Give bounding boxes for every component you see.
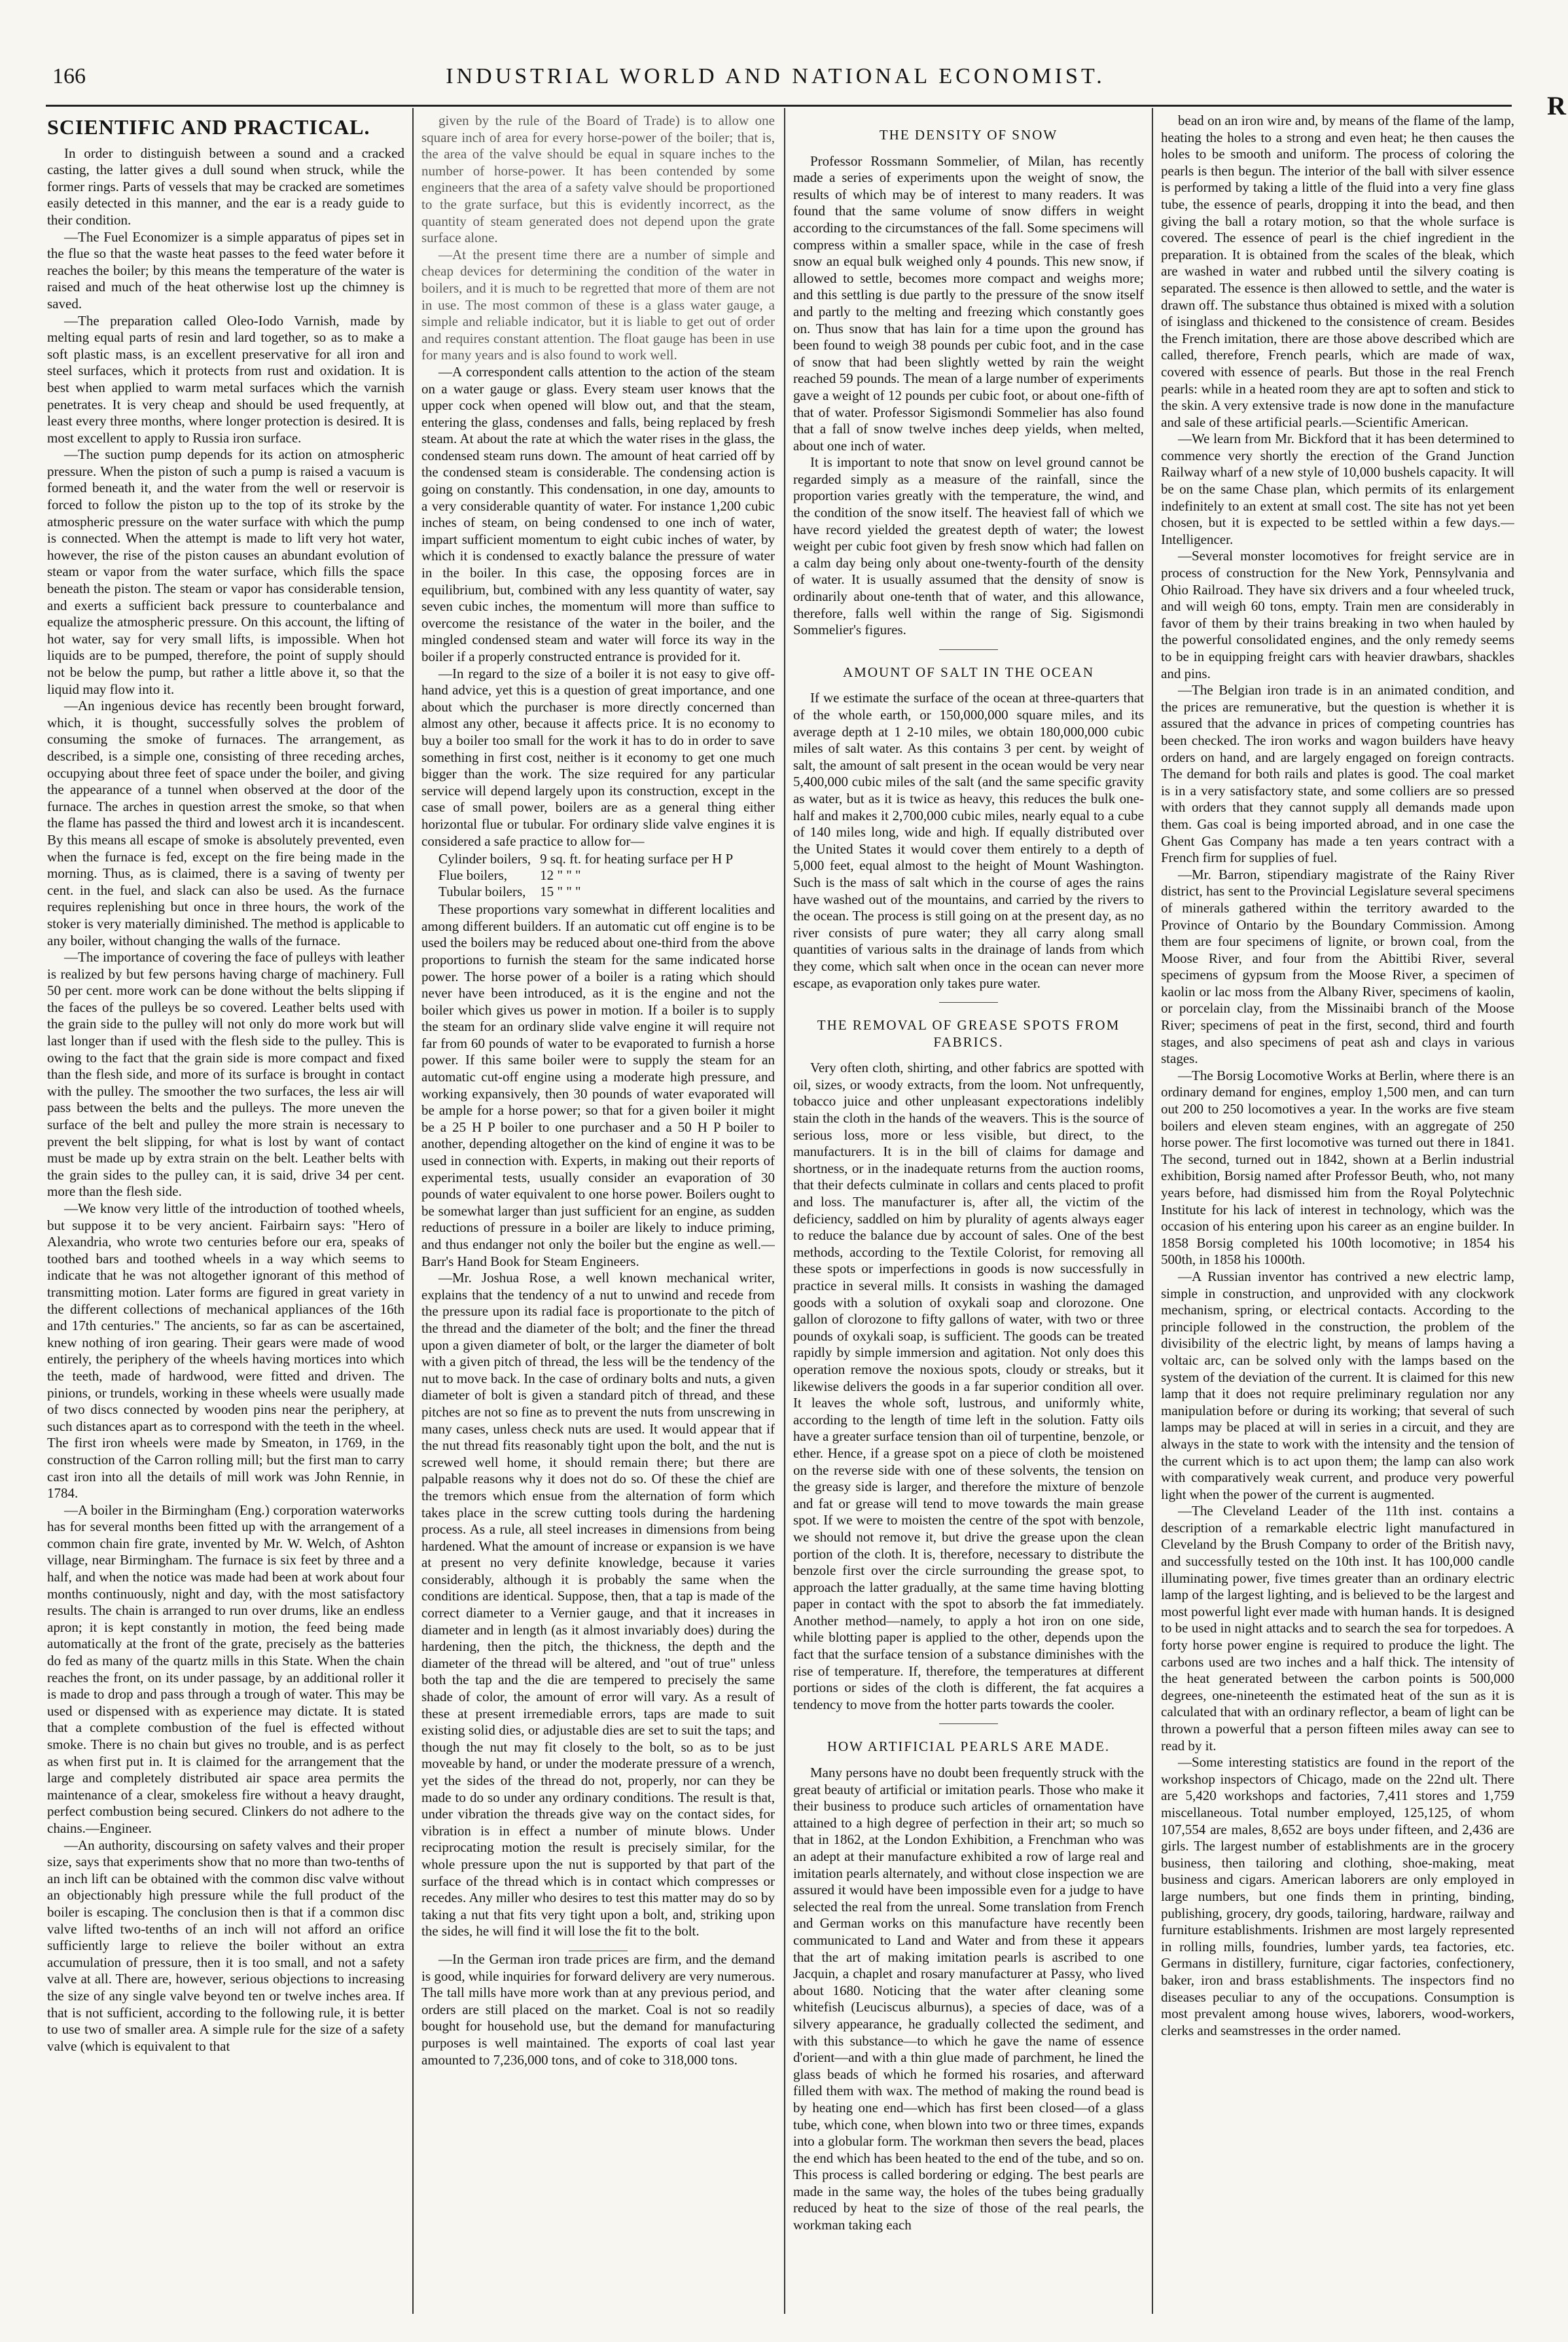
adjacent-page-letter: R [1547,91,1566,120]
table-cell: Tubular boilers, [438,884,526,900]
paragraph: —The Fuel Economizer is a simple apparatus of pipes set in the flue so that the waste heat passes to the feed water before it reaches the boiler; by this means the temperature of the water is raised and much of the heat otherwise lost up the chimney is saved. [47,228,404,312]
paragraph: —The Belgian iron trade is in an animated condition, and the prices are remunerative, but the question is whether it is assured that the advance in prices of competing countries has been checked. The iron works and wagon builders have heavy orders on hand, and are largely engaged on foreign contracts. The demand for both rails and plates is good. The coal market is in a very satisfactory state, and some colliers are so pressed with orders that they cannot supply all demands made upon them. Gas coal is being imported abroad, and in one case the Ghent Gas Company has made a ten years contract with a French firm for supplies of fuel. [1161,682,1514,866]
column-rule [1152,108,1153,2314]
article-separator [939,1723,998,1724]
table-cell: 15 " " " [540,884,581,900]
column-rule [412,108,414,2314]
paragraph: —We learn from Mr. Bickford that it has been determined to commence very shortly the erection of the Grand Junction Railway wharf of a new style of 10,000 bushels capacity. It will be on the same Chase plan, which permits of its enlargement indefinitely to an extent at small cost. The site has not yet been chosen, but it is expected to be settled within a few days.—Intelligencer. [1161,431,1514,547]
paragraph: —The preparation called Oleo-Iodo Varnish, made by melting equal parts of resin and lard together, so as to make a soft plastic mass, is an excellent preservative for all iron and steel surfaces, which it protects from rust and oxidation. It is best when applied to warm metal surfaces which the varnish penetrates. It is very cheap and should be used frequently, at least every three months, where longer protection is desired. It is most excellent to apply to Russia iron surface. [47,312,404,446]
column-2 [421,113,775,2318]
section-title: SCIENTIFIC AND PRACTICAL. [47,115,370,139]
table-cell: Flue boilers, [438,867,507,884]
paragraph: Professor Rossmann Sommelier, of Milan, has recently made a series of experiments upon the weight of snow, the results of which may be of interest to many readers. It was found that the same volume of snow differs in weight according to the circumstances of the fall. Some specimens will compress within a smaller space, while in the case of fresh snow an equal bulk weighed only 4 pounds. This new snow, if allowed to settle, becomes more compact and weighs more; and this settling is due partly to the pressure of the snow itself and partly to the melting and freezing which constantly goes on. Thus snow that has lain for a time upon the ground has been found to weigh 38 pounds per cubic foot, and in the case of snow that had been slightly wetted by rain the weight reached 59 pounds. The mean of a large number of experiments gave a weight of 12 pounds per cubic foot, or about one-fifth of that of water. Professor Sigismondi Sommelier has also found that a fall of snow twelve inches deep yields, when melted, about one inch of water. [793,153,1144,454]
column-4 [1161,113,1514,2318]
article-title: THE REMOVAL OF GREASE SPOTS FROM FABRICS. [817,1017,1120,1050]
paragraph: —At the present time there are a number of simple and cheap devices for determining the condition of the water in boilers, and it is much to be regretted that more of them are not in use. The most common of these is a glass water gauge, a simple and reliable indicator, but it is liable to get out of order and requires constant attention. The float gauge has been in use for many years and is also found to work well. [421,246,775,363]
table-cell: Cylinder boilers, [438,851,531,867]
paragraph: —An ingenious device has recently been brought forward, which, it is thought, successfully solves the problem of consuming the smoke of furnaces. The arrangement, as described, is a simple one, consisting of three receding arches, occupying about three feet of space under the boiler, and giving the appearance of a tunnel when observed at the door of the furnace. The arches in question arrest the smoke, so that when the flame has passed the third and lowest arch it is incandescent. By this means all escape of smoke is absolutely prevented, even when the furnace is fed, except on the fire being made in the morning. Thus, as is claimed, there is a saving of twenty per cent. in the fuel, and slack can also be used. As the furnace requires replenishing but once in three hours, the work of the stoker is very materially diminished. The method is applicable to any boiler, without changing the walls of the furnace. [47,698,404,948]
paragraph: It is important to note that snow on level ground cannot be regarded simply as a measure of the rainfall, since the proportion varies greatly with the temperature, the wind, and the condition of the snow itself. The heaviest fall of which we have record yielded the greatest depth of water; the lowest weight per cubic foot given by fresh snow which had fallen on a calm day being only about one-twenty-fourth of the density of water. It is usually assumed that the density of snow is ordinarily about one-tenth that of water, and this allowance, therefore, falls well within the range of Sig. Sigismondi Sommelier's figures. [793,454,1144,638]
article-title: THE DENSITY OF SNOW [879,127,1058,143]
article-title: AMOUNT OF SALT IN THE OCEAN [842,664,1094,680]
paragraph: —The Cleveland Leader of the 11th inst. contains a description of a remarkable electric light manufactured in Cleveland by the Brush Company to order of the British navy, and successfully tested on the 10th inst. It has 100,000 candle illuminating power, five times greater than an ordinary electric lamp of the largest lighting, and is believed to be the largest and most powerful light ever made with human hands. It is designed to be used in night attacks and to search the sea for torpedoes. A forty horse power engine is required to produce the light. The carbons used are two inches and a half thick. The intensity of the heat generated between the carbon points is 500,000 degrees, one-nineteenth the estimated heat of the sun as it is calculated that with an ordinary reflector, a beam of light can be thrown a powerful that a person fifteen miles away can see to read by it. [1161,1503,1514,1754]
paragraph: given by the rule of the Board of Trade) is to allow one square inch of area for every horse-power of the boiler; that is, the area of the valve should be equal in square inches to the number of horse-power. It has been contended by some engineers that the area of a safety valve should be proportioned to the grate surface, but this is evidently incorrect, as the quantity of steam generated does not depend upon the grate surface alone. [421,113,775,246]
header-rule [46,105,1512,107]
paragraph: If we estimate the surface of the ocean at three-quarters that of the whole earth, or 150,000,000 square miles, and its average depth at 1 2-10 miles, we obtain 180,000,000 cubic miles of salt water. As this contains 3 per cent. by weight of salt, the amount of salt present in the ocean would be very near 5,400,000 cubic miles of the salt (and the same specific gravity as water, but as it is twice as heavy, this reduces the bulk one-half and makes it 2,700,000 cubic miles, nearly equal to a cube of 140 miles long, wide and high. If equally distributed over the United States it would cover them entirely to a depth of 5,000 feet, equal almost to the height of Mount Washington. Such is the mass of salt which in the course of ages the rains have washed out of the mountains, and carried by the rivers to the ocean. The process is still going on at the present day, as no river consists of pure water; they all carry along small quantities of various salts in the drainage of lands from which they come, which salt when once in the ocean can never more escape, as evaporation only takes pure water. [793,690,1144,991]
table-row [438,867,742,884]
paragraph: —In the German iron trade prices are firm, and the demand is good, while inquiries for forward delivery are very numerous. The tall mills have more work than at any previous period, and orders are still placed on the market. Coal is not so readily bought for household use, but the demand for manufacturing purposes is well maintained. The exports of coal last year amounted to 7,236,000 tons, and of coke to 318,000 tons. [421,1951,775,2068]
paragraph: —In regard to the size of a boiler it is not easy to give off-hand advice, yet this is a question of great importance, and one about which the purchaser is more directly concerned than almost any other, because it affects price. It is no economy to buy a boiler too small for the work it has to do in order to save something in first cost, neither is it economy to get one much bigger than the work. The size required for any particular service will depend largely upon its construction, except in the case of small power, boilers are as a general thing either horizontal flue or tubular. For ordinary slide valve engines it is considered a safe practice to allow for— [421,665,775,849]
paragraph: —Mr. Joshua Rose, a well known mechanical writer, explains that the tendency of a nut to unwind and recede from the pressure upon its radial face is proportionate to the pitch of the thread and the diameter of the bolt; and the finer the thread upon a given diameter of bolt, or the larger the diameter of bolt with a given pitch of thread, the less will be the tendency of the nut to move back. In the case of ordinary bolts and nuts, a given diameter of bolt is given a standard pitch of thread, and these pitches are not so fine as to prevent the nuts from unscrewing in many cases, unless check nuts are used. It would appear that if the nut thread fits reasonably tight upon the bolt, and the nut is screwed well home, it should remain there; but there are palpable reasons why it does not do so. Of these the chief are the tremors which ensue from the alternation of form which takes place in the screw cutting tools during the hardening process. As a rule, all steel increases in dimensions from being hardened. What the amount of increase or expansion is we have at present no very definite knowledge, because it varies considerably, although it is probably the same when the conditions are identical. Suppose, then, that a tap is made of the correct diameter to a Vernier gauge, and that it increases in diameter and in length (as it almost invariably does) during the hardening, then the pitch, the thickness, the depth and the diameter of the thread will be altered, and "out of true" unless both the tap and the die are tempered to precisely the same shade of color, the amount of error will vary. As a result of these at present irremediable errors, taps are made to suit existing solid dies, or adjustable dies are set to suit the taps; and though the nut may fit closely to the bolt, so as to be just moveable by hand, or under the moderate pressure of a wrench, yet the sides of the thread do not, properly, nor can they be made to do so under any ordinary conditions. The result is that, under vibration the threads give way on the contact sides, for vibration is in effect a number of minute blows. Under reciprocating motion the result is precisely similar, for the whole pressure upon the nut is supported by that part of the surface of the thread which is in contact which compresses or recedes. Any miller who desires to test this matter may do so by taking a nut that fits very tight upon a bolt, and, striking upon the sides, he will find it will lose the fit to the bolt. [421,1270,775,1939]
page-number: 166 [52,64,86,88]
paragraph: These proportions vary somewhat in different localities and among different builders. If an automatic cut off engine is to be used the boilers may be reduced about one-third from the above proportions to furnish the steam for the same indicated horse power. The horse power of a boiler is a rating which should never have been introduced, as it is the engine and not the boiler which gives us power in motion. If a boiler is to supply the steam for an ordinary slide valve engine it will require not far from 60 pounds of water to be evaporated to furnish a horse power. If this same boiler were to supply the steam for an automatic cut-off engine using a moderate high pressure, and working expansively, then 30 pounds of water evaporated will be ample for a horse power; so that for a given boiler it might be a 25 H P boiler to one purchaser and a 50 H P boiler to another, depending altogether on the kind of engine it was to be used in connection with. Experts, in making out their reports of experimental tests, usually consider an evaporation of 30 pounds of water equivalent to one horse power. Boilers ought to be somewhat larger than just sufficient for an engine, as sudden reductions of pressure in a boiler are likely to induce priming, and thus endanger not only the boiler but the engine as well.—Barr's Hand Book for Steam Engineers. [421,901,775,1269]
paragraph: —The suction pump depends for its action on atmospheric pressure. When the piston of such a pump is raised a vacuum is formed beneath it, and the water from the well or reservoir is forced to follow the piston up to the top of its stroke by the atmospheric pressure on the water surface with which the pump is connected. When the attempt is made to lift very hot water, however, the rise of the piston causes an abundant evolution of steam or vapor from the water surface, which fills the space beneath the piston. The steam or vapor has considerable tension, and exerts a sufficient back pressure to counterbalance and equalize the atmospheric pressure. On this account, the lifting of hot water, say for very small lifts, is impossible. When hot liquids are to be pumped, therefore, the point of supply should not be below the pump, but rather a little above it, so that the liquid may flow into it. [47,446,404,697]
running-title: INDUSTRIAL WORLD AND NATIONAL ECONOMIST. [446,64,1105,88]
paragraph: —Several monster locomotives for freight service are in process of construction for the New York, Pennsylvania and Ohio Railroad. They have six drivers and a four wheeled truck, and will weigh 60 tons, empty. Train men are considerably in favor of them by their trains breaking in two when hauled by the powerful consolidated engines, and the only remedy seems to be in equipping freight cars with heavier drawbars, shackles and pins. [1161,548,1514,681]
paragraph: —A correspondent calls attention to the action of the steam on a water gauge or glass. Every steam user knows that the upper cock when opened will blow out, and that the steam, entering the glass, condenses and falls, being replaced by fresh steam. At about the rate at which the water rises in the glass, the condensed steam runs down. The amount of heat carried off by the condensed steam is considerable. The condensing action is going on constantly. This condensation, in one day, amounts to a very considerable quantity of water. For instance 1,200 cubic inches of steam, on being condensed to one inch of water, impart sufficient momentum to eight cubic inches of water, by which it is condensed to exactly balance the pressure of water in the boiler. In this case, the opposing forces are in equilibrium, but, combined with any less quantity of water, say seven cubic inches, the momentum will more than suffice to overcome the resistance of the water in the boiler, and the mingled condensed steam and water will force its way in the boiler if a properly constructed entrance is provided for it. [421,363,775,664]
article-separator [939,1002,998,1003]
page-header [39,64,1512,97]
paragraph: —Mr. Barron, stipendiary magistrate of the Rainy River district, has sent to the Provincial Legislature several specimens of minerals gathered within the territory awarded to the Province of Ontario by the Boundary Commission. Among them are four specimens of lignite, or brown coal, from the Moose River, and four from the Abittibi River, several specimens of gypsum from the Moose River, a specimen of kaolin or lac moss from the Albany River, specimens of kaolin, or porcelain clay, from the Missinaibi branch of the Moose River; specimens of peat in the first, second, third and fourth stages, and also specimens of peat ash and clays in various stages. [1161,866,1514,1067]
article-separator [939,649,998,650]
paragraph: Many persons have no doubt been frequently struck with the great beauty of artificial or imitation pearls. Those who make it their business to produce such articles of ornamentation have attained to a high degree of perfection in their art; so much so that in 1862, at the London Exhibition, a Frenchman who was an adept at their manufacture exhibited a row of large real and imitation pearls alternately, and without close inspection we are assured it would have been impossible even for a judge to have selected the real from the unreal. Some translation from French and German works on this manufacture have recently been communicated to Land and Water and from these it appears that the art of making imitation pearls is ascribed to one Jacquin, a chaplet and rosary manufacturer at Passy, who lived about 1680. Noticing that the water after cleaning some whitefish (Leuciscus alburnus), a species of dace, was of a silvery appearance, he gradually collected the sediment, and with this substance—to which he gave the name of essence d'orient—and with a thin glue made of parchment, he lined the glass beads of which he formed his rosaries, and afterward filled them with wax. The method of making the round bead is by heating one end—which has first been closed—of a glass tube, which cone, when blown into two or three times, expands into a globular form. The workman then severs the bead, places the end which has been heated to the end of the tube, and so on. This process is called bordering or edging. The best pearls are made in the same way, the holes of the tubes being gradually reduced by heat to the size of those of the real pearls, the workman taking each [793,1765,1144,2233]
paragraph: —A Russian inventor has contrived a new electric lamp, simple in construction, and unprovided with any clockwork mechanism, spring, or electrical contacts. According to the principle followed in the construction, the problem of the divisibility of the electric light, by means of lamps having a voltaic arc, can be solved only with the lamps based on the system of the deviation of the current. It is claimed for this new lamp that it does not require preliminary regulation nor any manipulation before or during its working; that several of such lamps may be placed at will in series in a circuit, and they are always in the state to work with the intensity and the tension of the current which is to act upon them; the lamp can also work with comparatively weak current, and produce very powerful light when the power of the current is augmented. [1161,1268,1514,1502]
paragraph: —The Borsig Locomotive Works at Berlin, where there is an ordinary demand for engines, employ 1,500 men, and can turn out 200 to 250 locomotives a year. In the works are five steam boilers and eleven steam engines, with an aggregate of 250 horse power. The first locomotive was turned out there in 1841. The second, turned out in 1842, shown at a Berlin industrial exhibition, Borsig named after Professor Beuth, who, not many years before, had dismissed him from the Royal Polytechnic Institute for his lack of interest in technology, which was the occasion of his entering upon his career as an engine builder. In 1858 Borsig completed his 100th locomotive; in 1854 his 500th, in 1858 his 1000th. [1161,1067,1514,1268]
table-cell: 9 sq. ft. for heating surface per H P [540,851,734,867]
paragraph: In order to distinguish between a sound and a cracked casting, the latter gives a dull sound when struck, while the former rings. Parts of vessels that may be cracked are sometimes easily detected in this manner, and the ear is a ready guide to their condition. [47,145,404,228]
article-title: HOW ARTIFICIAL PEARLS ARE MADE. [827,1738,1111,1755]
table-row [438,884,742,900]
column-1 [47,113,404,2318]
paragraph: —An authority, discoursing on safety valves and their proper size, says that experiments show that no more than two-tenths of an inch lift can be obtained with the common disc valve without an objectionably high pressure while the full product of the boiler is escaping. The conclusion then is that if a common disc valve lifted two-tenths of an inch will not afford an orifice sufficiently large to relieve the boiler without an extra accumulation of pressure, then it is too small, and not a safety valve at all. There are, however, serious objections to increasing the size of any single valve beyond ten or twelve inches area. If that is not sufficient, according to the following rule, it is better to use two of smaller area. A simple rule for the size of a safety valve (which is equivalent to that [47,1837,404,2054]
column-3 [793,113,1144,2318]
paragraph: —Some interesting statistics are found in the report of the workshop inspectors of Chicago, made on the 22nd ult. There are 5,420 workshops and factories, 7,411 stores and 1,759 miscellaneous. Total number employed, 125,125, of whom 107,554 are males, 8,652 are boys under fifteen, and 2,436 are girls. The largest number of establishments are in the grocery business, then tailoring and clothing, shoe-making, meat business and cigars. American laborers are only employed in large numbers, but one finds them in printing, binding, publishing, grocery, dry goods, tailoring, hardware, railway and furniture establishments. Irishmen are most largely represented in rolling mills, foundries, lumber yards, tea factories, etc. Germans in distillery, furniture, cigar factories, confectionery, baker, iron and brass establishments. The inspectors find no diseases peculiar to any of the occupations. Consumption is most prevalent among house wives, laborers, wood-workers, clerks and seamstresses in the order named. [1161,1754,1514,2038]
paragraph: —We know very little of the introduction of toothed wheels, but suppose it to be very ancient. Fairbairn says: "Hero of Alexandria, who wrote two centuries before our era, speaks of toothed bars and toothed wheels in a way which seems to indicate that he was not altogether ignorant of this method of transmitting motion. Later forms are figured in great variety in the different collections of mechanical appliances of the 16th and 17th centuries." The ancients, so far as can be ascertained, knew nothing of iron gearing. Their gears were made of wood entirely, the periphery of the wheels having mortices into which the teeth, made of hardwood, were fitted and driven. The pinions, or trundels, working in these wheels were usually made of two discs connected by wooden pins near the periphery, at such distances apart as to correspond with the teeth in the wheel. The first iron wheels were made by Smeaton, in 1769, in the construction of the Carron rolling mill; but the first man to carry cast iron into all the details of mill work was John Rennie, in 1784. [47,1200,404,1502]
column-rule [784,108,785,2314]
paragraph: bead on an iron wire and, by means of the flame of the lamp, heating the holes to a strong and even heat; he then causes the holes to be smooth and uniform. The process of coloring the pearls is then begun. The interior of the ball with silver essence is performed by taking a little of the fluid into a very fine glass tube, the essence of pearls, dropping it into the bead, and then giving the ball a rotary motion, so that the whole surface is covered. The essence of pearl is the chief ingredient in the preparation. It is obtained from the scales of the bleak, which are washed in water and rubbed until the silvery coating is separated. The essence is then allowed to settle, and the water is drawn off. The substance thus obtained is mixed with a solution of isinglass and thickened to the consistence of cream. Besides the French imitation, there are those above described which are called, therefore, French pearls, which are made of wax, covered with essence of pearls. But those in the real French pearls: while in a heated room they are apt to soften and stick to the skin. A very extensive trade is now done in the manufacture and sale of these artificial pearls.—Scientific American. [1161,113,1514,430]
paragraph: Very often cloth, shirting, and other fabrics are spotted with oil, sizes, or woody extracts, from the loom. Not unfrequently, tobacco juice and other unpleasant expectorations indelibly stain the cloth in the hands of the weavers. This is the source of serious loss, more or less visible, but direct, to the manufacturers. It is in the bill of claims for damage and shortness, or in the inadequate returns from the auction rooms, that their defects culminate in collars and cents placed to profit and loss. The manufacturer is, after all, the victim of the deficiency, saddled on him by plurality of agents always eager to reduce the balance due by account of sales. One of the best methods, according to the Textile Colorist, for removing all these spots or imperfections in goods is now successfully in practice in several mills. It consists in washing the damaged goods with a solution of oxykali soap and clorozone. One gallon of clorozone to fifty gallons of water, with two or three pounds of oxykali soap, is sufficient. The goods can be treated rapidly by simple immersion and agitation. Not only does this operation remove the noxious spots, cloudy or streaks, but it likewise delivers the goods in a far superior condition all over. It leaves the whole soft, lustrous, and uniformly white, according to the length of time left in the solution. Fatty oils have a greater surface tension than oil of turpentine, benzole, or ether. Hence, if a grease spot on a piece of cloth be moistened on the reverse side with one of these solvents, the tension on the greasy side is larger, and therefore the mixture of benzole and fat or grease will tend to move towards the main grease spot. If we were to moisten the centre of the spot with benzole, we should not remove it, but drive the grease upon the clean portion of the cloth. It is, therefore, necessary to distribute the benzole first over the circle surrounding the grease spot, to approach the latter gradually, at the same time having blotting paper in contact with the spot to absorb the fat immediately. Another method—namely, to apply a hot iron on one side, while blotting paper is applied to the other, depends upon the fact that the surface tension of a substance diminishes with the rise of temperature. If, therefore, the temperatures at different portions or sides of the cloth is different, the fat acquires a tendency to move from the hotter parts towards the cooler. [793,1060,1144,1712]
table-cell: 12 " " " [540,867,581,884]
table-row [438,851,742,867]
paragraph: —A boiler in the Birmingham (Eng.) corporation waterworks has for several months been fitted up with the arrangement of a common chain fire grate, invented by Mr. W. Welch, of Ashton village, near Birmingham. The furnace is six feet by three and a half, and when the notice was made had been at work about four months continuously, night and day, with the most satisfactory results. The chain is arranged to run over drums, like an endless apron; it is kept constantly in motion, the feed being made automatically at the front of the grate, precisely as the batteries do fed as many of the quartz mills in this State. When the chain reaches the front, on its under passage, by an additional roller it is made to drop and pass through a trough of water. This may be used or dispensed with as experience may dictate. It is stated that a complete combustion of the fuel is effected without smoke. There is no chain but gives no trouble, and is as perfect as when first put in. It is claimed for the arrangement that the large and completely distributed air space area permits the maintenance of a clear, smokeless fire without a heavy draught, perfect combustion being secured. Clinkers do not adhere to the chains.—Engineer. [47,1502,404,1836]
boiler-proportions-table [438,851,742,900]
paragraph: —The importance of covering the face of pulleys with leather is realized by but few persons having charge of machinery. Full 50 per cent. more work can be done without the belts slipping if the faces of the pulleys be so covered. Leather belts used with the grain side to the pulley will not only do more work but will last longer than if used with the flesh side to the pulley. This is owing to the fact that the grain side is more compact and fixed than the flesh side, and more of its surface is brought in contact with the pulley. The smoother the two surfaces, the less air will pass between the belts and the pulleys. The more uneven the surface of the belt and pulley the more strain is necessary to prevent the belt slipping, for what is lost by want of contact must be made up by extra strain on the belt. Leather belts with the grain sides to the pulley can, it is said, drive 34 per cent. more than the flesh side. [47,949,404,1200]
